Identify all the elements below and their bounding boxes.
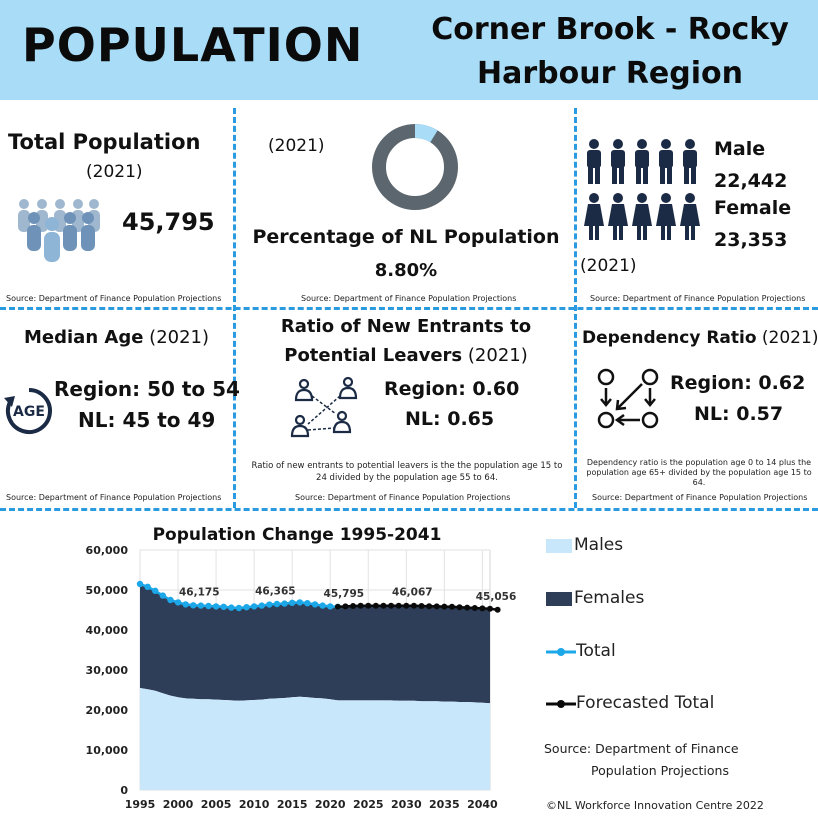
data-label: 45,056 [475,590,517,603]
total-point [228,604,234,610]
header-banner [0,0,818,100]
nl-share-label: Percentage of NL Population [252,226,560,248]
total-population-source: Source: Department of Finance Population Projections [6,294,222,303]
forecast-point [487,606,493,612]
legend-total-marker [546,644,576,660]
male-label: Male [714,138,766,160]
footer-copyright: ©NL Workforce Innovation Centre 2022 [546,799,764,812]
total-point [259,602,265,608]
median-age-year: (2021) [149,327,210,348]
total-point [144,584,150,590]
total-point [281,600,287,606]
female-label: Female [714,197,792,219]
entrants-title-line2: Potential Leavers [284,345,463,366]
forecast-point [479,605,485,611]
x-tick-label: 2000 [162,798,194,811]
forecast-point [495,607,501,613]
total-population-year: (2021) [86,162,143,182]
age-icon-text: AGE [13,404,45,420]
male-icon [587,139,601,184]
male-female-icons [584,138,706,246]
y-tick-label: 40,000 [85,624,128,637]
x-tick-label: 2020 [314,798,346,811]
x-tick-label: 2040 [467,798,498,811]
total-point [167,597,173,603]
legend-forecast-marker [546,696,576,712]
male-icon [611,139,625,184]
total-point [289,600,295,606]
legend-females-swatch [546,592,572,606]
nl-share-value: 8.80% [374,260,438,281]
forecast-point [441,604,447,610]
total-point [327,603,333,609]
forecast-point [358,603,364,609]
gender-source: Source: Department of Finance Population Projections [590,294,806,303]
forecast-point [403,603,409,609]
forecast-point [472,605,478,611]
total-point [137,581,143,587]
donut-remainder [379,131,451,203]
median-age-region: Region: 50 to 54 [54,377,240,401]
forecast-point [464,605,470,611]
y-tick-label: 30,000 [85,664,128,677]
forecast-point [380,603,386,609]
female-value: 23,353 [714,229,788,251]
total-point [152,588,158,594]
legend-total-label: Total [576,641,616,661]
total-point [312,601,318,607]
dependency-title: Dependency Ratio [582,328,757,348]
nl-share-donut [368,120,462,214]
y-tick-label: 0 [120,784,128,797]
nl-share-year: (2021) [268,136,325,156]
y-tick-label: 20,000 [85,704,128,717]
x-tick-label: 1995 [124,798,156,811]
legend-males-swatch [546,539,572,553]
total-point [205,603,211,609]
total-point [319,602,325,608]
forecast-point [434,603,440,609]
forecast-point [457,604,463,610]
total-point [251,603,257,609]
page-title: POPULATION [22,18,364,72]
total-point [213,603,219,609]
forecast-point [419,603,425,609]
male-icon [683,139,697,184]
forecast-point [342,603,348,609]
total-point [236,605,242,611]
dependency-title-row [582,328,818,348]
y-tick-label: 50,000 [85,584,128,597]
forecast-point [396,603,402,609]
region-title: Corner Brook - Rocky Harbour Region [431,12,789,91]
y-tick-label: 60,000 [85,544,128,557]
legend-males-label: Males [574,535,624,555]
entrants-region: Region: 0.60 [384,378,520,400]
x-tick-label: 2025 [352,798,384,811]
data-label: 46,175 [178,586,220,599]
people-group-icon [14,194,102,266]
x-tick-label: 2015 [276,798,308,811]
legend-females-label: Females [574,588,645,608]
nl-share-source: Source: Department of Finance Population Projections [301,294,517,303]
forecast-point [411,603,417,609]
data-label: 46,067 [392,586,433,599]
total-point [160,592,166,598]
x-tick-label: 2005 [200,798,232,811]
x-tick-label: 2010 [238,798,270,811]
total-point [175,599,181,605]
forecast-point [373,603,379,609]
median-age-source: Source: Department of Finance Population Projections [6,493,222,502]
female-icon [656,193,676,240]
divider-horizontal-middle [0,307,818,310]
entrants-year: (2021) [467,345,528,366]
entrants-title-line1: Ratio of New Entrants to [280,316,532,337]
x-tick-label: 2030 [390,798,422,811]
dependency-arrows-icon [596,368,660,430]
total-point [220,604,226,610]
network-people-icon [290,374,360,444]
y-tick-label: 10,000 [85,744,128,757]
data-label: 45,795 [323,587,365,600]
total-population-title: Total Population [8,130,201,154]
entrants-note: Ratio of new entrants to potential leavers is the the population age 15 to 24 divided by the population age 55 to 64. [251,461,563,483]
dependency-note: Dependency ratio is the population age 0 to 14 plus the population age 65+ divided by the population age 15 to 64. [586,458,812,487]
total-point [182,601,188,607]
forecast-point [449,604,455,610]
total-point [198,602,204,608]
median-age-title-row [24,327,209,348]
total-point [243,604,249,610]
entrants-source: Source: Department of Finance Population Projections [295,493,511,502]
population-change-chart [0,512,530,818]
divider-horizontal-bottom [0,508,818,511]
males-area [140,688,490,790]
footer-source-line1: Source: Department of Finance [544,741,739,756]
female-icon [584,193,604,240]
entrants-nl: NL: 0.65 [405,408,495,430]
male-value: 22,442 [714,170,788,192]
forecast-point [350,603,356,609]
forecast-point [426,603,432,609]
female-icon [608,193,628,240]
forecast-point [365,603,371,609]
legend-forecast-label: Forecasted Total [576,693,715,713]
age-cycle-icon [2,384,56,438]
total-point [304,600,310,606]
male-icon [635,139,649,184]
female-icon [680,193,700,240]
median-age-title: Median Age [24,327,144,348]
entrants-title-row [236,345,576,366]
total-point [297,599,303,605]
x-tick-label: 2035 [429,798,460,811]
dependency-region: Region: 0.62 [670,372,806,394]
data-label: 46,365 [255,585,296,598]
total-point [190,602,196,608]
median-age-nl: NL: 45 to 49 [78,408,216,432]
total-population-value: 45,795 [122,208,215,236]
dependency-source: Source: Department of Finance Population Projections [592,493,808,502]
total-point [274,601,280,607]
female-icon [632,193,652,240]
dependency-year: (2021) [761,328,818,348]
gender-year: (2021) [580,256,637,276]
forecast-point [388,603,394,609]
footer-source-line2: Population Projections [591,763,729,778]
dependency-nl: NL: 0.57 [694,403,784,425]
total-point [266,601,272,607]
chart-title: Population Change 1995-2041 [152,525,442,545]
forecast-point [335,604,341,610]
male-icon [659,139,673,184]
